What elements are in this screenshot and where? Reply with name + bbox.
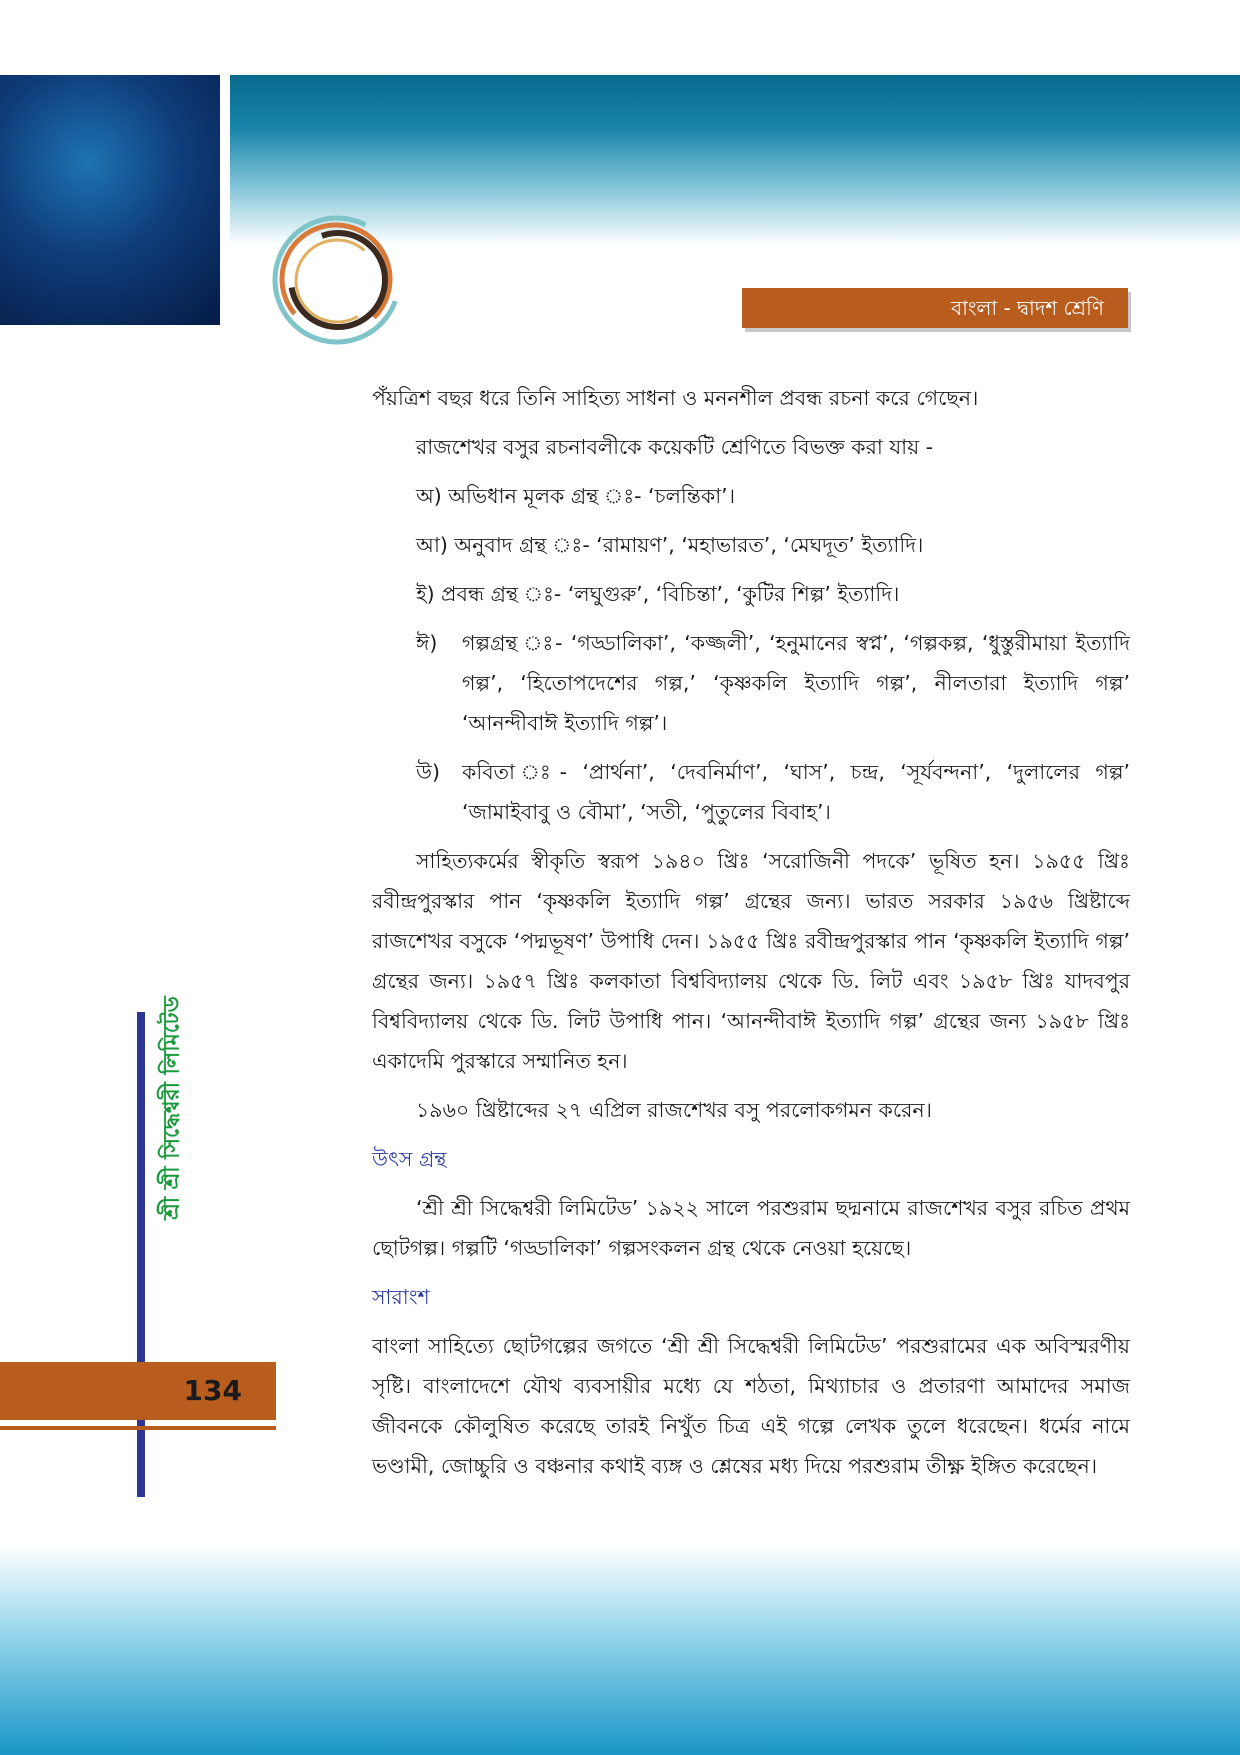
- list-item: [416, 752, 1130, 832]
- paragraph-intro: রাজশেখর বসুর রচনাবলীকে কয়েকটি শ্রেণিতে বিভক্ত করা যায় -: [416, 435, 934, 459]
- side-divider-bar: [137, 1012, 145, 1497]
- list-marker: উ): [416, 760, 440, 784]
- page-number: 134: [0, 1362, 276, 1420]
- list-item: অ) অভিধান মূলক গ্রন্থ ঃ- ‘চলন্তিকা’।: [416, 484, 736, 508]
- paragraph: বাংলা সাহিত্যে ছোটগল্পের জগতে ‘শ্রী শ্রী সিদ্ধেশ্বরী লিমিটেড’ পরশুরামের এক অবিস্মরণীয় সৃষ্টি। বাংলাদেশে যৌথ ব্যবসায়ীর মধ্যে যে শঠতা, মিথ্যাচার ও প্রতারণা আমাদের সমাজ জীবনকে কৌলুষিত করেছে তারই নিখুঁত চিত্র এই গল্পে লেখক তুলে ধরেছেন। ধর্মের নামে ভণ্ডামী, জোচ্চুরি ও বঞ্চনার কথাই ব্যঙ্গ ও শ্লেষের মধ্য দিয়ে পরশুরাম তীক্ষ্ণ ইঙ্গিত করেছেন।: [372, 1334, 1130, 1478]
- header-blue-square: [0, 75, 220, 325]
- footer-gradient-band: [0, 1545, 1240, 1755]
- body-content: [372, 378, 1130, 1486]
- list-marker: ঈ): [416, 631, 438, 655]
- class-header-tag: বাংলা - দ্বাদশ শ্রেণি: [742, 288, 1128, 328]
- logo-rings-icon: [262, 205, 412, 355]
- list-item: [416, 623, 1130, 743]
- list-text: গল্পগ্রন্থ ঃ- ‘গড্ডালিকা’, ‘কজ্জলী’, ‘হনুমানের স্বপ্ন’, ‘গল্পকল্প, ‘ধুস্তুরীমায়া ইত্যাদি গল্প’, ‘হিতোপদেশের গল্প,’ ‘কৃষ্ণকলি ইত্যাদি গল্প’, নীলতারা ইত্যাদি গল্প’ ‘আনন্দীবাঈ ইত্যাদি গল্প’।: [462, 631, 1130, 735]
- page-number-underline: [0, 1426, 276, 1430]
- paragraph: পঁয়ত্রিশ বছর ধরে তিনি সাহিত্য সাধনা ও মননশীল প্রবন্ধ রচনা করে গেছেন।: [372, 386, 979, 410]
- paragraph: ‘শ্রী শ্রী সিদ্ধেশ্বরী লিমিটেড’ ১৯২২ সালে পরশুরাম ছদ্মনামে রাজশেখর বসুর রচিত প্রথম ছোটগল্প। গল্পটি ‘গড্ডালিকা’ গল্পসংকলন গ্রন্থ থেকে নেওয়া হয়েছে।: [372, 1196, 1130, 1260]
- paragraph: সাহিত্যকর্মের স্বীকৃতি স্বরূপ ১৯৪০ খ্রিঃ ‘সরোজিনী পদকে’ ভূষিত হন। ১৯৫৫ খ্রিঃ রবীন্দ্রপুরস্কার পান ‘কৃষ্ণকলি ইত্যাদি গল্প’ গ্রন্থের জন্য। ভারত সরকার ১৯৫৬ খ্রিষ্টাব্দে রাজশেখর বসুকে ‘পদ্মভূষণ’ উপাধি দেন। ১৯৫৫ খ্রিঃ রবীন্দ্রপুরস্কার পান ‘কৃষ্ণকলি ইত্যাদি গল্প’ গ্রন্থের জন্য। ১৯৫৭ খ্রিঃ কলকাতা বিশ্ববিদ্যালয় থেকে ডি. লিট এবং ১৯৫৮ খ্রিঃ যাদবপুর বিশ্ববিদ্যালয় থেকে ডি. লিট উপাধি পান। ‘আনন্দীবাঈ ইত্যাদি গল্প’ গ্রন্থের জন্য ১৯৫৮ খ্রিঃ একাদেমি পুরস্কারে সম্মানিত হন।: [372, 849, 1130, 1073]
- list-item: আ) অনুবাদ গ্রন্থ ঃ- ‘রামায়ণ’, ‘মহাভারত’, ‘মেঘদূত’ ইত্যাদি।: [416, 533, 924, 557]
- section-heading-summary: সারাংশ: [372, 1285, 430, 1309]
- section-heading-source: উৎস গ্রন্থ: [372, 1147, 447, 1171]
- list-text: কবিতা ঃ- ‘প্রার্থনা’, ‘দেবনির্মাণ’, ‘ঘাস’, চন্দ্র, ‘সূর্যবন্দনা’, ‘দুলালের গল্প’ ‘জামাইবাবু ও বৌমা’, ‘সতী, ‘পুতুলের বিবাহ’।: [462, 760, 1130, 824]
- side-chapter-title-text: শ্রী শ্রী সিদ্ধেশ্বরী লিমিটেড: [159, 996, 185, 1220]
- list-item: ই) প্রবন্ধ গ্রন্থ ঃ- ‘লঘুগুরু’, ‘বিচিন্তা’, ‘কুটির শিল্প’ ইত্যাদি।: [416, 582, 900, 606]
- paragraph: ১৯৬০ খ্রিষ্টাব্দের ২৭ এপ্রিল রাজশেখর বসু পরলোকগমন করেন।: [416, 1098, 932, 1122]
